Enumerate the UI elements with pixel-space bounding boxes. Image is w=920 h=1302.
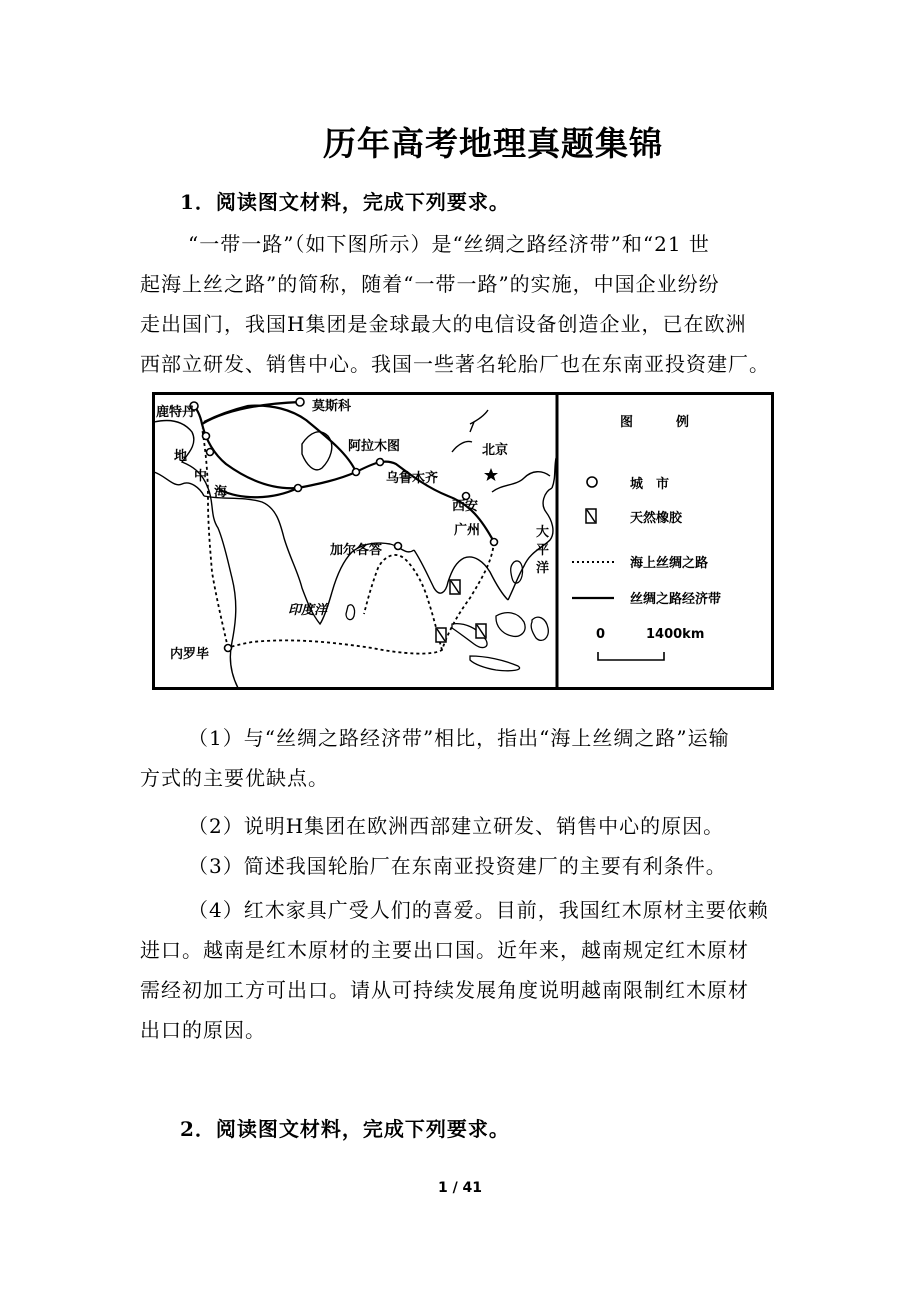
- sub-question-line: （4）红木家具广受人们的喜爱。目前，我国红木原材主要依赖: [188, 898, 769, 922]
- city-marker-almaty: [353, 469, 360, 476]
- rubber-icon: [436, 628, 446, 642]
- label-urumqi: 乌鲁木齐: [386, 471, 439, 486]
- question-2-heading: 2．阅读图文材料，完成下列要求。: [180, 1117, 510, 1141]
- legend-title-1: 图: [620, 415, 634, 430]
- sub-question-line: （3）简述我国轮胎厂在东南亚投资建厂的主要有利条件。: [188, 854, 727, 878]
- legend-belt-label: 丝绸之路经济带: [630, 592, 722, 607]
- sub-question-4: [140, 890, 800, 1050]
- label-beijing: 北京: [482, 443, 509, 458]
- legend-maritime-label: 海上丝绸之路: [630, 556, 709, 571]
- label-mediterranean-1: 地: [174, 449, 188, 464]
- intro-line: 走出国门，我国H集团是金球最大的电信设备创造企业，已在欧洲: [140, 312, 747, 336]
- city-marker-urumqi: [377, 459, 384, 466]
- rubber-icon: [450, 580, 460, 594]
- intro-line: 起海上丝之路”的简称，随着“一带一路”的实施，中国企业纷纷: [140, 272, 720, 296]
- label-mediterranean-2: 中: [194, 469, 208, 484]
- label-pacific-3: 洋: [536, 561, 550, 576]
- page-number: 1 / 41: [437, 1180, 483, 1196]
- label-pacific-1: 大: [536, 525, 550, 540]
- city-marker-moscow: [296, 398, 304, 406]
- sub-question-1: [140, 718, 800, 798]
- sub-question-line: 方式的主要优缺点。: [140, 766, 329, 790]
- legend-scale-value: 1400km: [646, 627, 705, 642]
- sub-question-line: 进口。越南是红木原材的主要出口国。近年来，越南规定红木原材: [140, 938, 749, 962]
- label-kolkata: 加尔各答: [330, 543, 383, 558]
- legend-city-label: 城 市: [630, 477, 670, 492]
- question-1-heading: 1．阅读图文材料，完成下列要求。: [180, 190, 510, 214]
- page-title: 历年高考地理真题集锦: [323, 124, 663, 163]
- legend-rubber-label: 天然橡胶: [630, 511, 683, 526]
- city-marker: [207, 449, 214, 456]
- city-marker-kolkata: [395, 543, 402, 550]
- legend-rubber-icon: [586, 509, 596, 523]
- legend-title-2: 例: [676, 415, 690, 430]
- city-marker: [295, 485, 302, 492]
- label-moscow: 莫斯科: [312, 399, 352, 414]
- sub-question-line: 需经初加工方可出口。请从可持续发展角度说明越南限制红木原材: [140, 978, 749, 1002]
- label-indian-ocean: 印度洋: [288, 603, 328, 618]
- label-rotterdam: 鹿特丹: [156, 405, 196, 420]
- rubber-icon: [476, 624, 486, 638]
- belt-and-road-map: [152, 392, 774, 690]
- sub-question-3: [140, 846, 800, 886]
- legend-city-icon: [587, 477, 597, 487]
- sub-question-line: 出口的原因。: [140, 1018, 266, 1042]
- label-xian: 西安: [452, 499, 479, 514]
- legend-scale-zero: 0: [596, 627, 606, 642]
- city-marker-guangzhou: [491, 539, 498, 546]
- intro-line: “一带一路”（如下图所示）是“丝绸之路经济带”和“21 世: [188, 232, 710, 256]
- sub-question-line: （1）与“丝绸之路经济带”相比，指出“海上丝绸之路”运输: [188, 726, 730, 750]
- question-1-intro: [140, 224, 800, 384]
- sub-question-2: [140, 806, 800, 846]
- city-marker-nairobi: [225, 645, 232, 652]
- label-mediterranean-3: 海: [214, 485, 228, 500]
- label-pacific-2: 平: [536, 543, 550, 558]
- label-nairobi: 内罗毕: [170, 647, 210, 662]
- label-guangzhou: 广州: [454, 523, 481, 538]
- label-almaty: 阿拉木图: [348, 439, 401, 454]
- intro-line: 西部立研发、销售中心。我国一些著名轮胎厂也在东南亚投资建厂。: [140, 352, 770, 376]
- sub-question-line: （2）说明H集团在欧洲西部建立研发、销售中心的原因。: [188, 814, 725, 838]
- city-marker: [203, 433, 210, 440]
